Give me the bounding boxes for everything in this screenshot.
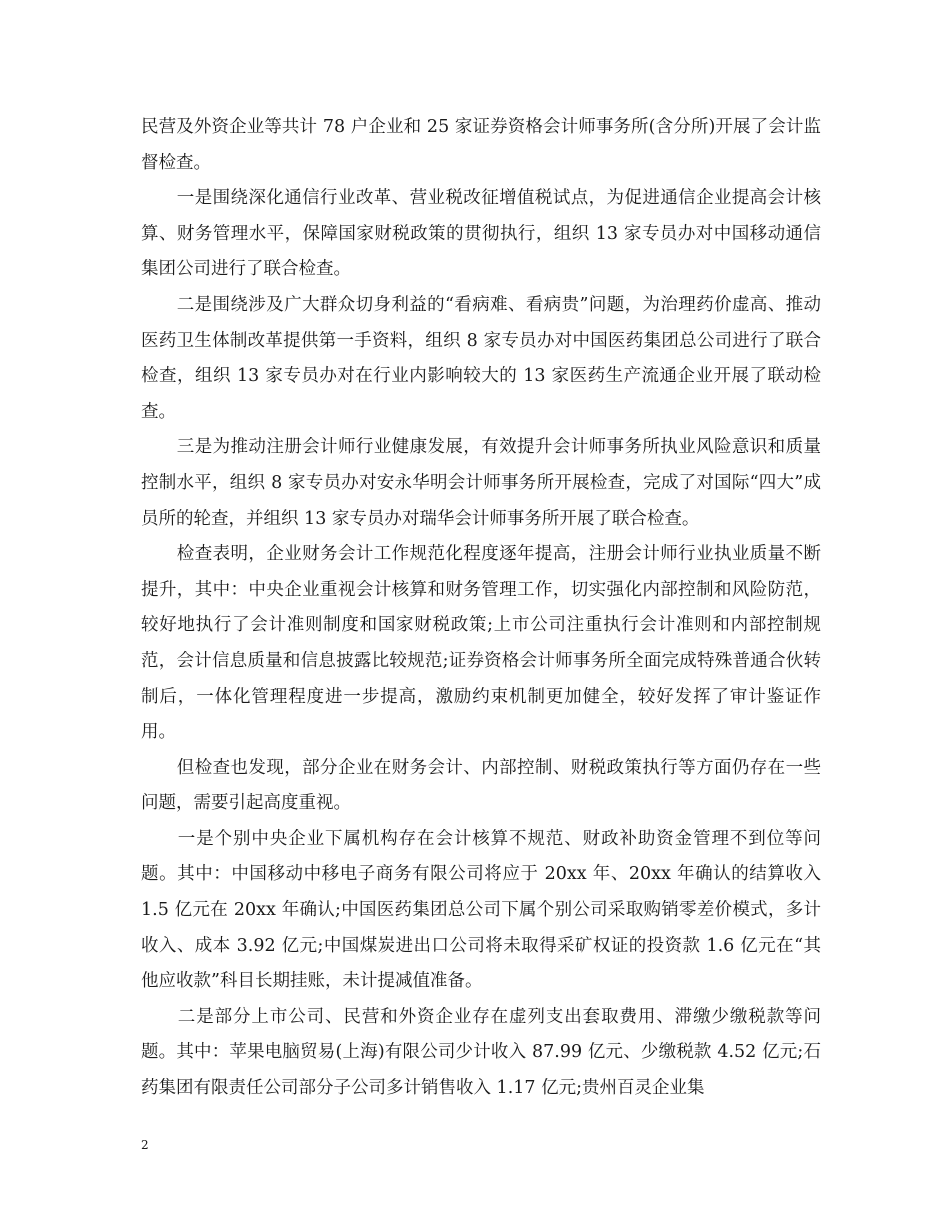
paragraph: 但检查也发现，部分企业在财务会计、内部控制、财税政策执行等方面仍存在一些问题，需要引起高度重视。 [141,757,821,814]
paragraph: 二是围绕涉及广大群众切身利益的“看病难、看病贵”问题，为治理药价虚高、推动医药卫生体制改革提供第一手资料，组织 8 家专员办对中国医药集团总公司进行了联合检查，组织 13 家专员办对在行业内影响较大的 13 家医药生产流通企业开展了联动检查。 [141,294,821,422]
document-body [141,110,827,1107]
paragraph: 二是部分上市公司、民营和外资企业存在虚列支出套取费用、滞缴少缴税款等问题。其中：苹果电脑贸易(上海)有限公司少计收入 87.99 亿元、少缴税款 4.52 亿元;石药集团有限责任公司部分子公司多计销售收入 1.17 亿元;贵州百灵企业集 [141,1006,821,1099]
paragraph: 三是为推动注册会计师行业健康发展，有效提升会计师事务所执业风险意识和质量控制水平，组织 8 家专员办对安永华明会计师事务所开展检查，完成了对国际“四大”成员所的轮查，并组织 13 家专员办对瑞华会计师事务所开展了联合检查。 [141,437,821,529]
page-number: 2 [141,1138,149,1152]
paragraph: 一是围绕深化通信行业改革、营业税改征增值税试点，为促进通信企业提高会计核算、财务管理水平，保障国家财税政策的贯彻执行，组织 13 家专员办对中国移动通信集团公司进行了联合检查。 [141,188,821,280]
paragraph: 民营及外资企业等共计 78 户企业和 25 家证券资格会计师事务所(含分所)开展了会计监督检查。 [141,117,821,173]
paragraph: 一是个别中央企业下属机构存在会计核算不规范、财政补助资金管理不到位等问题。其中：中国移动中移电子商务有限公司将应于 20xx 年、20xx 年确认的结算收入 1.5 亿元在 20xx 年确认;中国医药集团总公司下属个别公司采取购销零差价模式，多计收入、成本 3.92 亿元;中国煤炭进出口公司将未取得采矿权证的投资款 1.6 亿元在“其他应收款”科目长期挂账，未计提减值准备。 [141,828,827,992]
paragraph: 检查表明，企业财务会计工作规范化程度逐年提高，注册会计师行业执业质量不断提升，其中：中央企业重视会计核算和财务管理工作，切实强化内部控制和风险防范，较好地执行了会计准则制度和国家财税政策;上市公司注重执行会计准则和内部控制规范，会计信息质量和信息披露比较规范;证券资格会计师事务所全面完成特殊普通合伙转制后，一体化管理程度进一步提高，激励约束机制更加健全，较好发挥了审计鉴证作用。 [141,544,821,743]
